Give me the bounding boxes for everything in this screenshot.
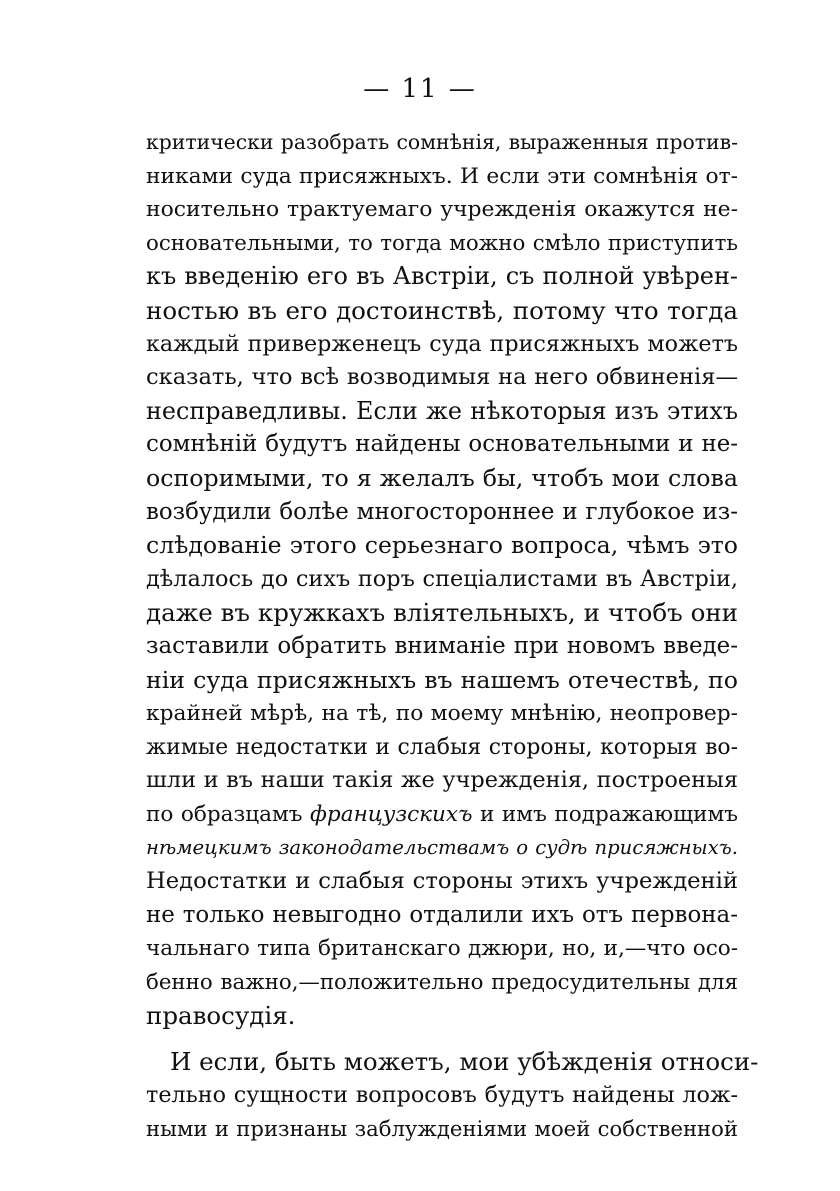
text-segment: тельно сущности вопросовъ будутъ найдены лож-	[146, 1081, 738, 1108]
text-segment: ными и признаны заблужденіями моей собственной	[146, 1116, 738, 1142]
text-line	[146, 831, 738, 865]
text-line	[146, 664, 738, 698]
text-segment: основательными, то тогда можно смѣло приступить	[146, 230, 738, 256]
paragraph	[146, 126, 738, 1033]
text-segment: крайней мѣрѣ, на тѣ, по моему мнѣнію, неопровер-	[146, 701, 738, 727]
paragraph	[146, 1045, 759, 1146]
italic-text: французскихъ	[310, 801, 473, 827]
text-segment: слѣдованіе этого серьезнаго вопроса, чѣмъ это	[146, 531, 738, 560]
text-line	[146, 731, 738, 765]
italic-text: нѣмецкимъ законодательствамъ о судѣ присяжныхъ.	[146, 836, 738, 860]
page-number: — 11 —	[363, 74, 477, 104]
text-line	[146, 395, 738, 429]
text-line	[146, 798, 738, 832]
text-segment: по образцамъ	[146, 801, 311, 827]
text-line	[146, 596, 738, 630]
text-segment: и имъ подражающимъ	[472, 801, 738, 827]
text-line	[146, 361, 738, 395]
text-line	[146, 697, 738, 731]
text-line	[146, 294, 738, 328]
text-line	[146, 899, 738, 933]
text-segment: И если, быть можетъ, мои убѣжденія относи-	[170, 1047, 759, 1077]
text-line	[146, 1079, 738, 1113]
text-line	[146, 496, 738, 530]
text-line	[146, 328, 738, 362]
text-segment: чальнаго типа британскаго джюри, но, и,—что осо-	[146, 936, 738, 962]
text-segment: жимые недостатки и слабыя стороны, которыя во-	[146, 734, 738, 760]
text-segment: ностью въ его достоинствѣ, потому что тогда	[146, 295, 738, 325]
text-line	[146, 193, 738, 227]
text-line	[146, 764, 738, 798]
text-line	[146, 126, 738, 160]
text-segment: несправедливы. Если же нѣкоторыя изъ этихъ	[146, 396, 738, 425]
text-segment: правосудія.	[146, 1001, 296, 1031]
text-segment: даже въ кружкахъ вліятельныхъ, и чтобъ они	[146, 598, 738, 628]
body-text	[146, 126, 759, 1146]
paragraph-gap	[146, 1033, 738, 1045]
text-line	[146, 630, 738, 664]
text-line	[146, 529, 738, 563]
text-segment: каждый приверженецъ суда присяжныхъ можетъ	[146, 330, 738, 357]
text-line	[146, 1045, 759, 1079]
text-segment: носительно трактуемаго учрежденія окажутся не-	[146, 197, 738, 223]
text-segment: возбудили болѣе многостороннее и глубокое из-	[146, 498, 738, 525]
text-segment: къ введенію его въ Австріи, съ полной увѣрен-	[146, 262, 738, 291]
text-line	[146, 966, 738, 1000]
text-segment: заставили обратить вниманіе при новомъ введе-	[146, 632, 738, 659]
text-segment: никами суда присяжныхъ. И если эти сомнѣнія от-	[146, 163, 738, 189]
text-line	[146, 160, 738, 194]
text-line	[146, 865, 738, 899]
text-line	[146, 260, 738, 294]
text-line	[146, 932, 738, 966]
text-line	[146, 1112, 738, 1146]
text-segment: не только невыгодно отдалили ихъ отъ первона-	[146, 901, 738, 928]
text-segment: оспоримыми, то я желалъ бы, чтобъ мои слова	[146, 463, 738, 492]
text-line	[146, 462, 738, 496]
text-segment: критически разобрать сомнѣнія, выраженныя против-	[146, 130, 738, 154]
text-line	[146, 563, 738, 597]
text-segment: сказать, что всѣ возводимыя на него обвиненія—	[146, 364, 738, 391]
text-segment: дѣлалось до сихъ поръ спеціалистами въ Австріи,	[146, 565, 738, 592]
text-line	[146, 428, 738, 462]
text-segment: бенно важно,—положительно предосудительны для	[146, 969, 738, 995]
text-segment: ніи суда присяжныхъ въ нашемъ отечествѣ, по	[146, 665, 738, 694]
text-line	[146, 999, 738, 1033]
text-segment: шли и въ наши такія же учрежденія, построеныя	[146, 767, 738, 794]
text-segment: сомнѣній будутъ найдены основательными и не-	[146, 431, 738, 458]
text-line	[146, 227, 738, 261]
text-segment: Недостатки и слабыя стороны этихъ учрежденій	[146, 868, 738, 895]
